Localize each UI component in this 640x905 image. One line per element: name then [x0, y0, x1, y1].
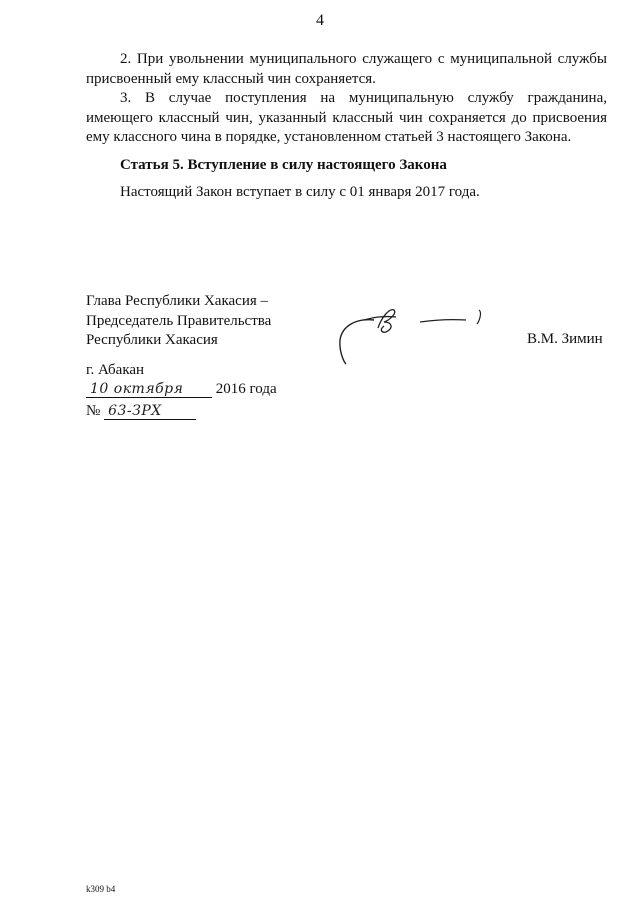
footer-code: k309 b4	[86, 884, 116, 894]
place-of-signing: г. Абакан	[86, 362, 145, 378]
signatory-title-line-3: Республики Хакасия	[86, 332, 218, 348]
paragraph-2-text: 2. При увольнении муниципального служащего с муниципальной службы присвоенный ему классный чин сохраняется.	[86, 51, 607, 87]
number-prefix: №	[86, 403, 101, 419]
signatory-title-line-2: Председатель Правительства	[86, 312, 272, 329]
page-number: 4	[316, 12, 324, 29]
article-5-text: Настоящий Закон вступает в силу с 01 января 2017 года.	[120, 184, 480, 200]
article-5-heading: Статья 5. Вступление в силу настоящего Закона	[120, 157, 447, 173]
handwritten-signature	[334, 306, 494, 373]
paragraph-3	[86, 89, 607, 148]
signatory-title-line-1: Глава Республики Хакасия –	[86, 293, 269, 309]
handwritten-date: 10 октября	[86, 381, 212, 398]
signatory-name: В.М. Зимин	[527, 331, 603, 347]
law-number	[86, 403, 196, 420]
date-year: 2016 года	[215, 381, 277, 397]
paragraph-3-text: 3. В случае поступления на муниципальную службу гражданина, имеющего классный чин, указанный классный чин сохраняется до присвоения ему классного чина в порядке, установленном статьей 3 настоящего Закона.	[86, 90, 607, 145]
paragraph-2	[86, 50, 607, 89]
handwritten-number: 63-ЗРХ	[104, 403, 196, 420]
signatory-title	[86, 292, 271, 351]
signing-date	[86, 381, 277, 398]
